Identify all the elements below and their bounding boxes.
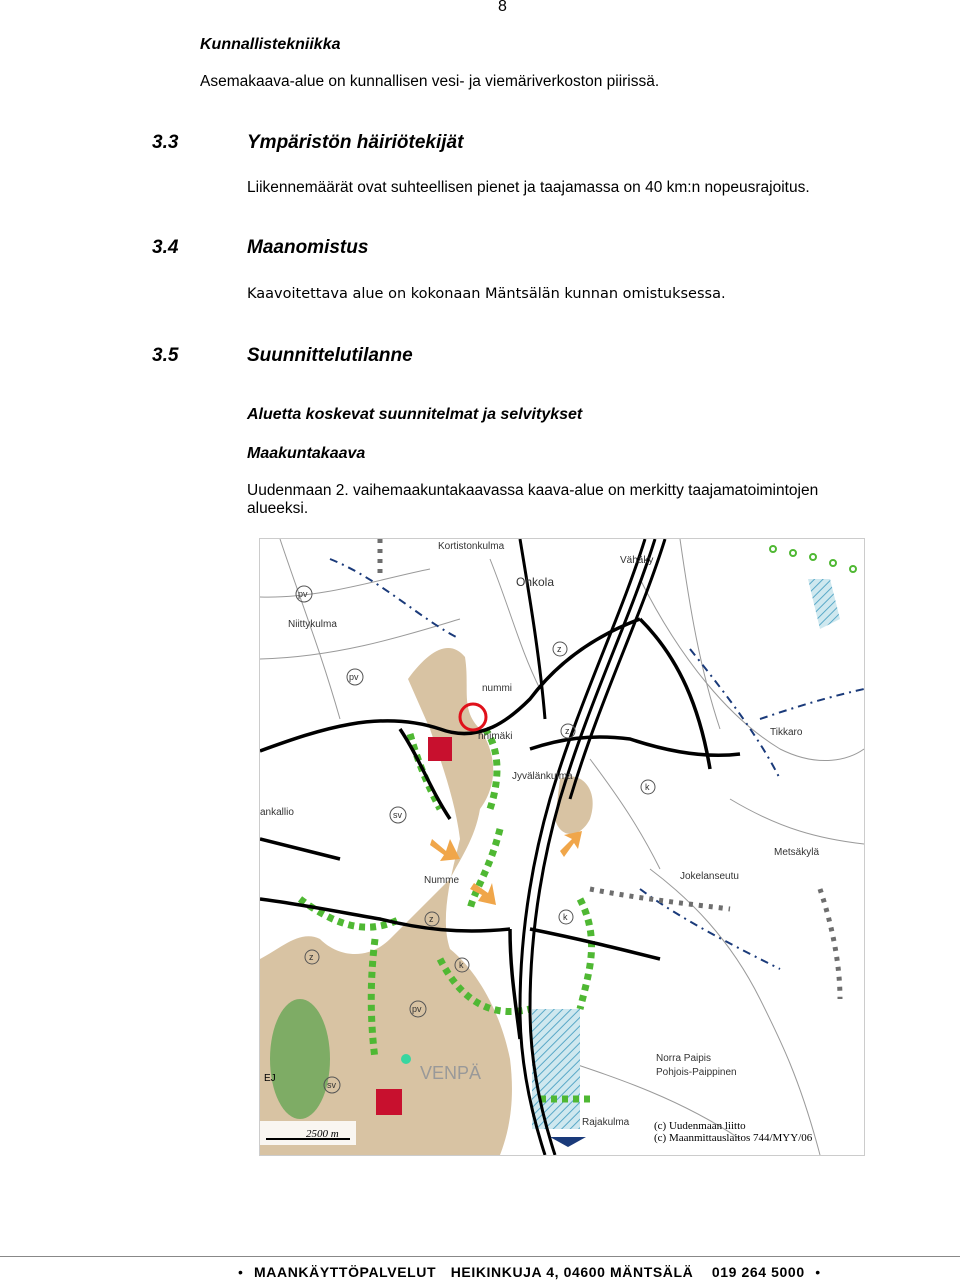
green-areas: [270, 999, 330, 1119]
section-number-3-5: 3.5: [152, 345, 179, 366]
paragraph-3-4: Kaavoitettava alue on kokonaan Mäntsälän kunnan omistuksessa.: [247, 286, 726, 302]
label-jyvalankulma: Jyvälänkulma: [512, 771, 573, 782]
section-number-3-3: 3.3: [152, 132, 179, 153]
footer-company: MAANKÄYTTÖPALVELUT: [254, 1264, 437, 1280]
footer-address: HEIKINKUJA 4, 04600 MÄNTSÄLÄ: [450, 1264, 694, 1280]
svg-text:k: k: [459, 960, 464, 970]
label-pohjois-paippinen: Pohjois-Paippinen: [656, 1067, 737, 1078]
svg-text:sv: sv: [327, 1080, 336, 1090]
paragraph-3-3: Liikennemäärät ovat suhteellisen pienet ja taajamassa on 40 km:n nopeusrajoitus.: [247, 179, 810, 196]
section-title-3-4: Maanomistus: [247, 237, 369, 258]
label-tikkaro: Tikkaro: [770, 727, 803, 738]
footer-rule: [0, 1256, 960, 1257]
credit-line-1: (c) Uudenmaan liitto: [654, 1120, 746, 1132]
svg-text:pv: pv: [349, 672, 359, 682]
water-area: [532, 1009, 580, 1129]
center-symbol-north: [428, 737, 452, 761]
subheading-suunnitelmat: Aluetta koskevat suunnitelmat ja selvitykset: [247, 406, 583, 423]
svg-text:z: z: [557, 644, 562, 654]
heading-kunnallistekniikka: Kunnallistekniikka: [200, 36, 341, 53]
label-numme: Numme: [424, 875, 460, 886]
label-rajakulma: Rajakulma: [582, 1117, 630, 1128]
paragraph-maakuntakaava-line2: alueeksi.: [247, 500, 309, 517]
section-number-3-4: 3.4: [152, 237, 179, 258]
svg-text:pv: pv: [298, 589, 308, 599]
label-nummi: nummi: [482, 683, 513, 694]
center-symbol-south: [376, 1089, 402, 1115]
page-number: 8: [498, 0, 507, 15]
subheading-maakuntakaava: Maakuntakaava: [247, 445, 366, 462]
section-title-3-3: Ympäristön häiriötekijät: [247, 132, 464, 153]
label-kortistonkulma: Kortistonkulma: [438, 541, 505, 552]
teal-marker: [401, 1054, 411, 1064]
label-ohkola: Ohkola: [516, 575, 555, 589]
label-metsakyla: Metsäkylä: [774, 847, 820, 858]
svg-text:sv: sv: [393, 810, 402, 820]
scale-label: 2500 m: [306, 1128, 339, 1140]
label-niittykulma: Niittykulma: [288, 619, 337, 630]
svg-text:z: z: [565, 726, 570, 736]
credit-line-2: (c) Maanmittauslaitos 744/MYY/06: [654, 1132, 813, 1144]
label-nnimaki: nnimäki: [478, 731, 513, 742]
label-norra-paipis: Norra Paipis: [656, 1053, 712, 1064]
paragraph-maakuntakaava-line1: Uudenmaan 2. vaihemaakuntakaavassa kaava-alue on merkitty taajamatoimintojen: [247, 482, 819, 499]
label-jokelanseutu: Jokelanseutu: [680, 871, 739, 882]
label-ej: EJ: [264, 1073, 276, 1084]
paragraph-kunnallistekniikka: Asemakaava-alue on kunnallisen vesi- ja viemäriverkoston piirissä.: [200, 73, 660, 90]
label-ankallio: ankallio: [260, 807, 294, 818]
regional-plan-map: [259, 538, 865, 1156]
svg-text:pv: pv: [412, 1004, 422, 1014]
section-title-3-5: Suunnittelutilanne: [247, 345, 413, 366]
label-venpa: VENPÄ: [420, 1063, 482, 1083]
svg-text:k: k: [645, 782, 650, 792]
label-vahaky: Vähäky: [620, 555, 654, 566]
footer-bullet-left: •: [238, 1264, 244, 1280]
svg-text:z: z: [429, 914, 434, 924]
footer-bullet-right: •: [815, 1264, 821, 1280]
footer: [232, 1264, 827, 1280]
svg-text:z: z: [309, 952, 314, 962]
svg-text:k: k: [563, 912, 568, 922]
footer-phone: 019 264 5000: [711, 1264, 805, 1280]
